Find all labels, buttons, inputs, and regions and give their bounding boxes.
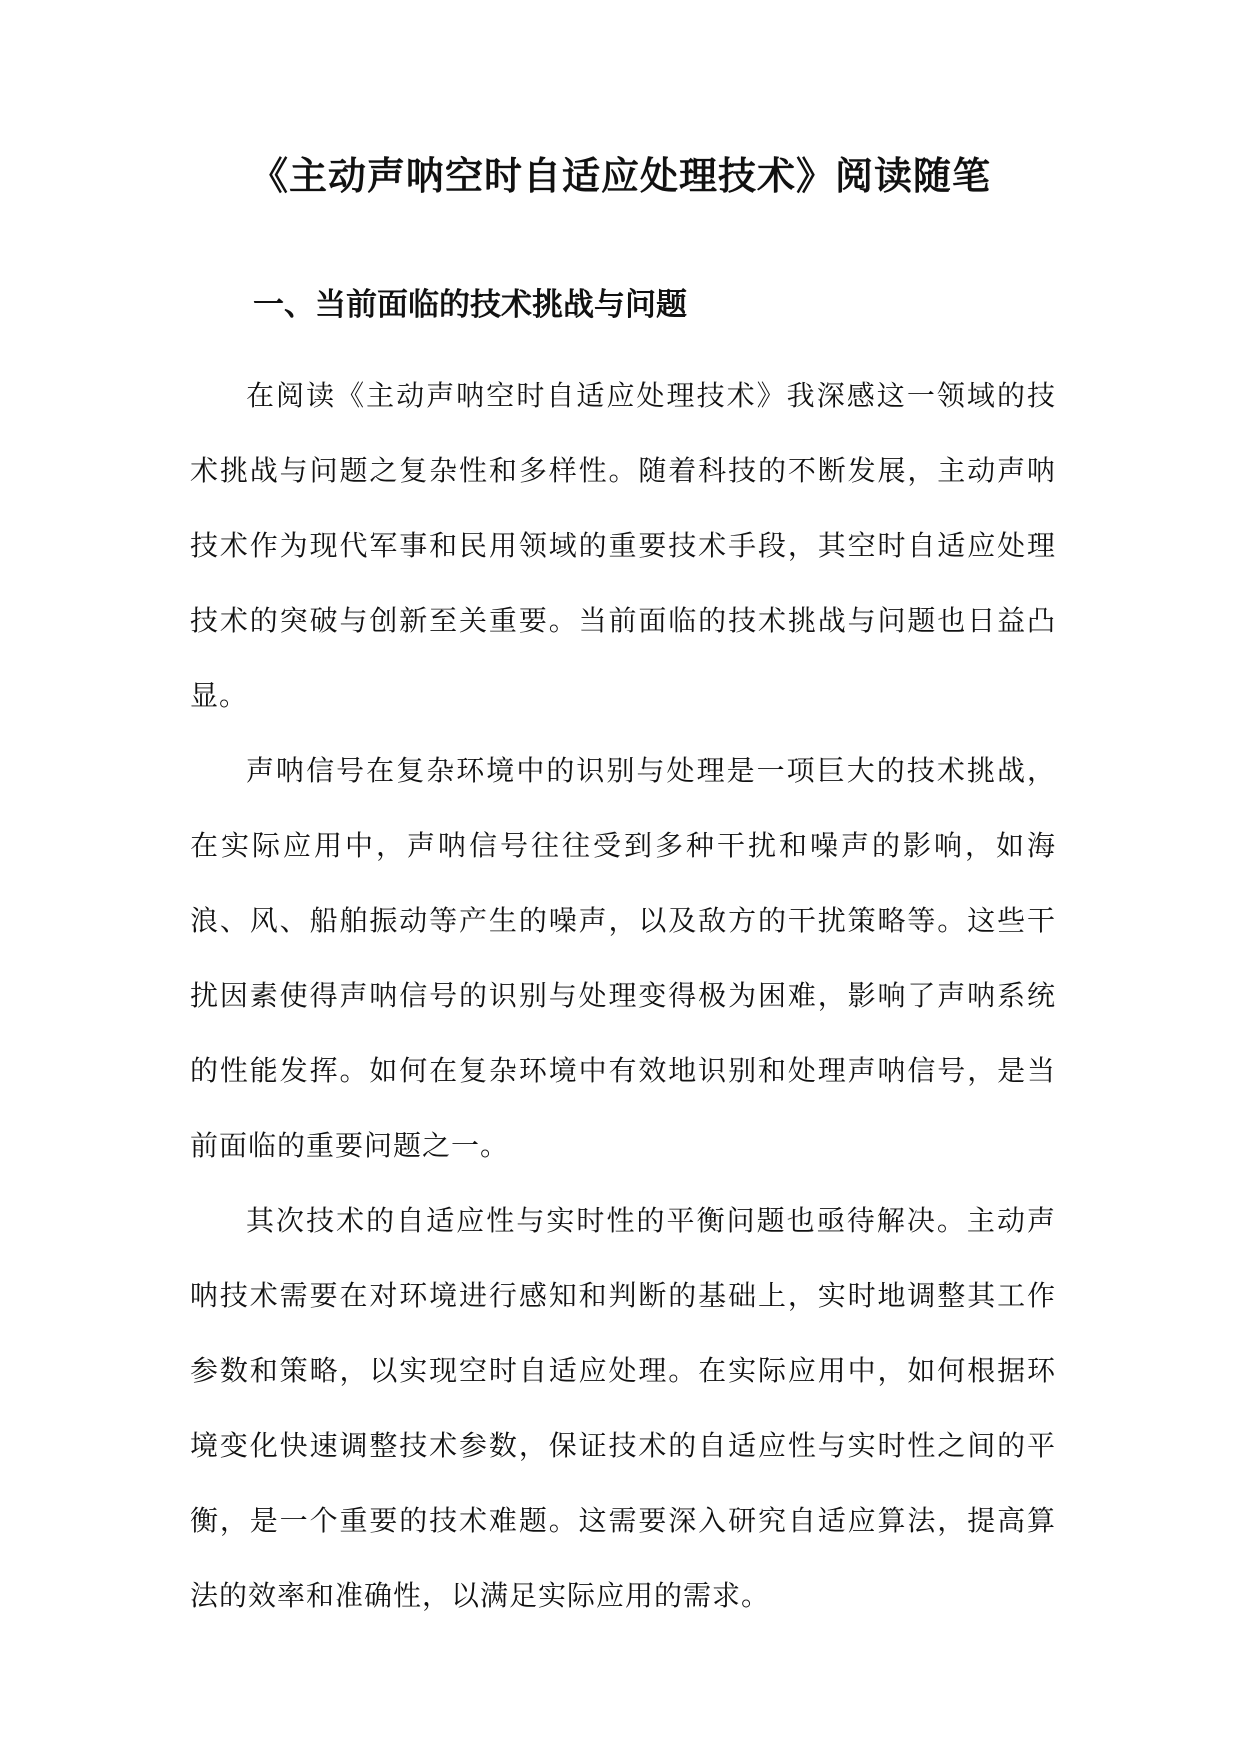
paragraph-2: 声呐信号在复杂环境中的识别与处理是一项巨大的技术挑战，在实际应用中，声呐信号往往受到多种干扰和噪声的影响，如海浪、风、船舶振动等产生的噪声，以及敌方的干扰策略等。这些干扰因素使得声呐信号的识别与处理变得极为困难，影响了声呐系统的性能发挥。如何在复杂环境中有效地识别和处理声呐信号，是当前面临的重要问题之一。: [190, 754, 1056, 1162]
document-body: [190, 358, 1056, 1633]
paragraph-1: 在阅读《主动声呐空时自适应处理技术》我深感这一领域的技术挑战与问题之复杂性和多样性。随着科技的不断发展，主动声呐技术作为现代军事和民用领域的重要技术手段，其空时自适应处理技术的突破与创新至关重要。当前面临的技术挑战与问题也日益凸显。: [190, 379, 1056, 712]
document-title: 《主动声呐空时自适应处理技术》阅读随笔: [249, 154, 991, 198]
paragraph-3: 其次技术的自适应性与实时性的平衡问题也亟待解决。主动声呐技术需要在对环境进行感知和判断的基础上，实时地调整其工作参数和策略，以实现空时自适应处理。在实际应用中，如何根据环境变化快速调整技术参数，保证技术的自适应性与实时性之间的平衡，是一个重要的技术难题。这需要深入研究自适应算法，提高算法的效率和准确性，以满足实际应用的需求。: [190, 1204, 1056, 1612]
section-heading: 一、当前面临的技术挑战与问题: [253, 287, 687, 323]
